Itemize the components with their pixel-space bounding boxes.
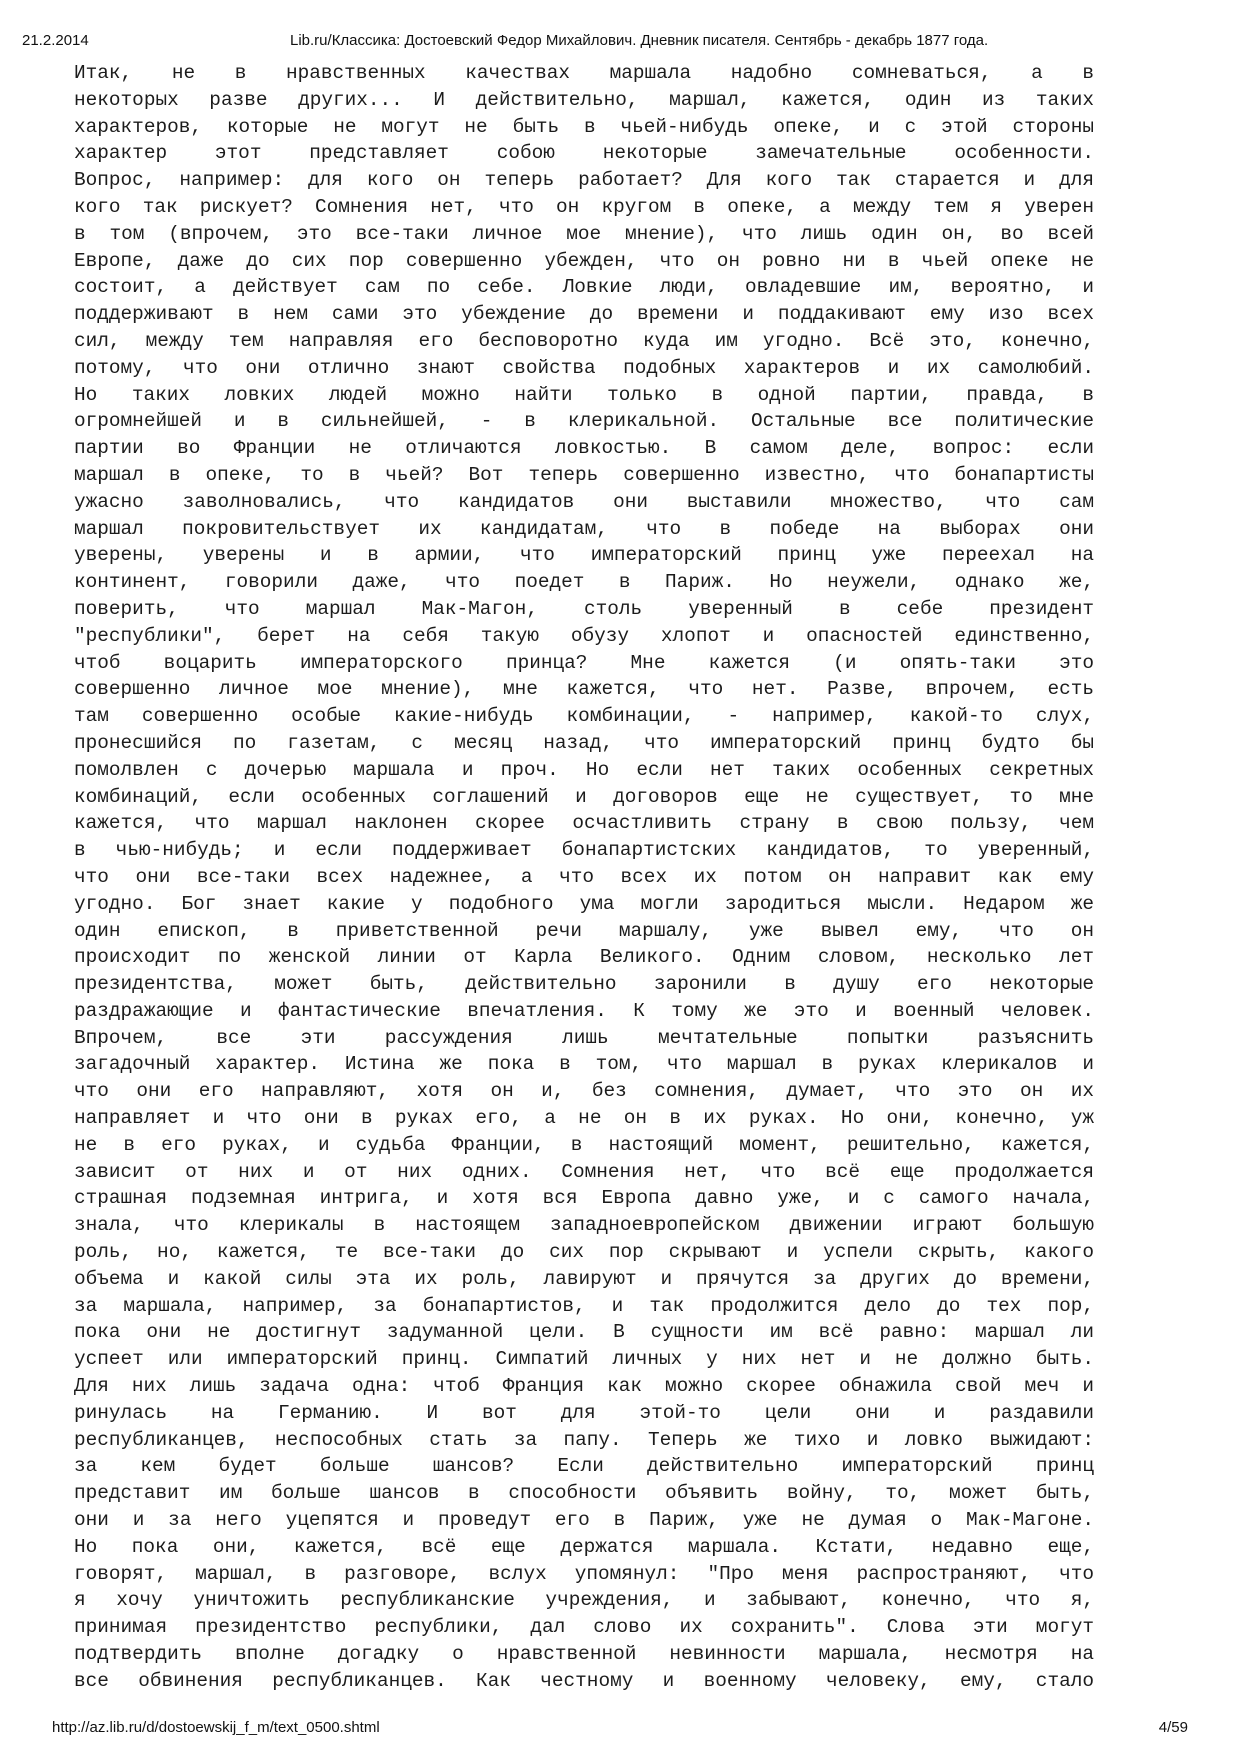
text-body bbox=[74, 60, 1094, 1695]
text-line: ринулась на Германию. И вот для этой-то цели они и раздавили bbox=[74, 1401, 1094, 1424]
text-line: пока они не достигнут задуманной цели. В сущности им всё равно: маршал ли bbox=[74, 1321, 1094, 1344]
text-line: в чью-нибудь; и если поддерживает бонапартистских кандидатов, то уверенный, bbox=[74, 839, 1094, 862]
text-line: партии во Франции не отличаются ловкостью. В самом деле, вопрос: если bbox=[74, 437, 1094, 460]
text-line: за кем будет больше шансов? Если действительно императорский принц bbox=[74, 1455, 1094, 1478]
text-line: республиканцев, неспособных стать за папу. Теперь же тихо и ловко выжидают: bbox=[74, 1428, 1094, 1451]
text-line: комбинаций, если особенных соглашений и договоров еще не существует, то мне bbox=[74, 785, 1094, 808]
print-date: 21.2.2014 bbox=[22, 32, 89, 49]
text-line: они и за него уцепятся и проведут его в Париж, уже не думая о Мак-Магоне. bbox=[74, 1509, 1094, 1532]
text-line: Для них лишь задача одна: чтоб Франция как можно скорее обнажила свой меч и bbox=[74, 1375, 1094, 1398]
text-line: роль, но, кажется, те все-таки до сих пор скрывают и успели скрыть, какого bbox=[74, 1241, 1094, 1264]
text-line: знала, что клерикалы в настоящем западноевропейском движении играют большую bbox=[74, 1214, 1094, 1237]
text-line: все обвинения республиканцев. Как честному и военному человеку, ему, стало bbox=[74, 1669, 1094, 1692]
text-line: поверить, что маршал Мак-Магон, столь уверенный в себе президент bbox=[74, 597, 1094, 620]
text-line: Вопрос, например: для кого он теперь работает? Для кого так старается и для bbox=[74, 169, 1094, 192]
text-line: направляет и что они в руках его, а не он в их руках. Но они, конечно, уж bbox=[74, 1107, 1094, 1130]
page-url: http://az.lib.ru/d/dostoewskij_f_m/text_0500.shtml bbox=[52, 1719, 380, 1736]
text-line: пронесшийся по газетам, с месяц назад, что императорский принц будто бы bbox=[74, 731, 1094, 754]
text-line: происходит по женской линии от Карла Великого. Одним словом, несколько лет bbox=[74, 946, 1094, 969]
text-line: говорят, маршал, в разговоре, вслух упомянул: "Про меня распространяют, что bbox=[74, 1562, 1094, 1585]
text-line: подтвердить вполне догадку о нравственной невинности маршала, несмотря на bbox=[74, 1643, 1094, 1666]
document-title: Lib.ru/Классика: Достоевский Федор Михайлович. Дневник писателя. Сентябрь - декабрь 1877 года. bbox=[290, 32, 989, 49]
text-line: там совершенно особые какие-нибудь комбинации, - например, какой-то слух, bbox=[74, 705, 1094, 728]
text-line: потому, что они отлично знают свойства подобных характеров и их самолюбий. bbox=[74, 356, 1094, 379]
text-line: кажется, что маршал наклонен скорее осчастливить страну в свою пользу, чем bbox=[74, 812, 1094, 835]
text-line: Впрочем, все эти рассуждения лишь мечтательные попытки разъяснить bbox=[74, 1026, 1094, 1049]
text-line: некоторых разве других... И действительно, маршал, кажется, один из таких bbox=[74, 88, 1094, 111]
text-line: состоит, а действует сам по себе. Ловкие люди, овладевшие им, вероятно, и bbox=[74, 276, 1094, 299]
text-line: зависит от них и от них одних. Сомнения нет, что всё еще продолжается bbox=[74, 1160, 1094, 1183]
text-line: чтоб воцарить императорского принца? Мне кажется (и опять-таки это bbox=[74, 651, 1094, 674]
page-header bbox=[0, 30, 1242, 52]
text-line: помолвлен с дочерью маршала и проч. Но если нет таких особенных секретных bbox=[74, 758, 1094, 781]
text-line: что они его направляют, хотя он и, без сомнения, думает, что это он их bbox=[74, 1080, 1094, 1103]
text-line: представит им больше шансов в способности объявить войну, то, может быть, bbox=[74, 1482, 1094, 1505]
text-line: я хочу уничтожить республиканские учреждения, и забывают, конечно, что я, bbox=[74, 1589, 1094, 1612]
text-line: успеет или императорский принц. Симпатий личных у них нет и не должно быть. bbox=[74, 1348, 1094, 1371]
page-number: 4/59 bbox=[1158, 1719, 1188, 1736]
text-line: президентства, может быть, действительно заронили в душу его некоторые bbox=[74, 973, 1094, 996]
text-line: огромнейшей и в сильнейшей, - в клерикальной. Остальные все политические bbox=[74, 410, 1094, 433]
text-line: совершенно личное мое мнение), мне кажется, что нет. Разве, впрочем, есть bbox=[74, 678, 1094, 701]
text-line: Итак, не в нравственных качествах маршала надобно сомневаться, а в bbox=[74, 62, 1094, 84]
text-line: за маршала, например, за бонапартистов, и так продолжится дело до тех пор, bbox=[74, 1294, 1094, 1317]
text-line: объема и какой силы эта их роль, лавируют и прячутся за других до времени, bbox=[74, 1267, 1094, 1290]
text-line: сил, между тем направляя его бесповоротно куда им угодно. Всё это, конечно, bbox=[74, 329, 1094, 352]
text-line: маршал покровительствует их кандидатам, что в победе на выборах они bbox=[74, 517, 1094, 540]
text-line: в том (впрочем, это все-таки личное мое мнение), что лишь один он, во всей bbox=[74, 222, 1094, 245]
text-line: Но таких ловких людей можно найти только в одной партии, правда, в bbox=[74, 383, 1094, 406]
text-line: Но пока они, кажется, всё еще держатся маршала. Кстати, недавно еще, bbox=[74, 1535, 1094, 1558]
text-line: уверены, уверены и в армии, что императорский принц уже переехал на bbox=[74, 544, 1094, 567]
text-line: континент, говорили даже, что поедет в Париж. Но неужели, однако же, bbox=[74, 571, 1094, 594]
text-line: характер этот представляет собою некоторые замечательные особенности. bbox=[74, 142, 1094, 165]
page-footer bbox=[0, 1717, 1242, 1739]
text-line: страшная подземная интрига, и хотя вся Европа давно уже, и с самого начала, bbox=[74, 1187, 1094, 1210]
text-line: кого так рискует? Сомнения нет, что он кругом в опеке, а между тем я уверен bbox=[74, 195, 1094, 218]
text-line: не в его руках, и судьба Франции, в настоящий момент, решительно, кажется, bbox=[74, 1133, 1094, 1156]
text-line: маршал в опеке, то в чьей? Вот теперь совершенно известно, что бонапартисты bbox=[74, 463, 1094, 486]
text-line: что они все-таки всех надежнее, а что всех их потом он направит как ему bbox=[74, 865, 1094, 888]
text-line: поддерживают в нем сами это убеждение до времени и поддакивают ему изо всех bbox=[74, 303, 1094, 326]
text-line: загадочный характер. Истина же пока в том, что маршал в руках клерикалов и bbox=[74, 1053, 1094, 1076]
text-line: "республики", берет на себя такую обузу хлопот и опасностей единственно, bbox=[74, 624, 1094, 647]
text-line: Европе, даже до сих пор совершенно убежден, что он ровно ни в чьей опеке не bbox=[74, 249, 1094, 272]
text-line: принимая президентство республики, дал слово их сохранить". Слова эти могут bbox=[74, 1616, 1094, 1639]
text-line: раздражающие и фантастические впечатления. К тому же это и военный человек. bbox=[74, 999, 1094, 1022]
text-line: угодно. Бог знает какие у подобного ума могли зародиться мысли. Недаром же bbox=[74, 892, 1094, 915]
text-line: один епископ, в приветственной речи маршалу, уже вывел ему, что он bbox=[74, 919, 1094, 942]
text-line: ужасно заволновались, что кандидатов они выставили множество, что сам bbox=[74, 490, 1094, 513]
text-line: характеров, которые не могут не быть в чьей-нибудь опеке, и с этой стороны bbox=[74, 115, 1094, 138]
